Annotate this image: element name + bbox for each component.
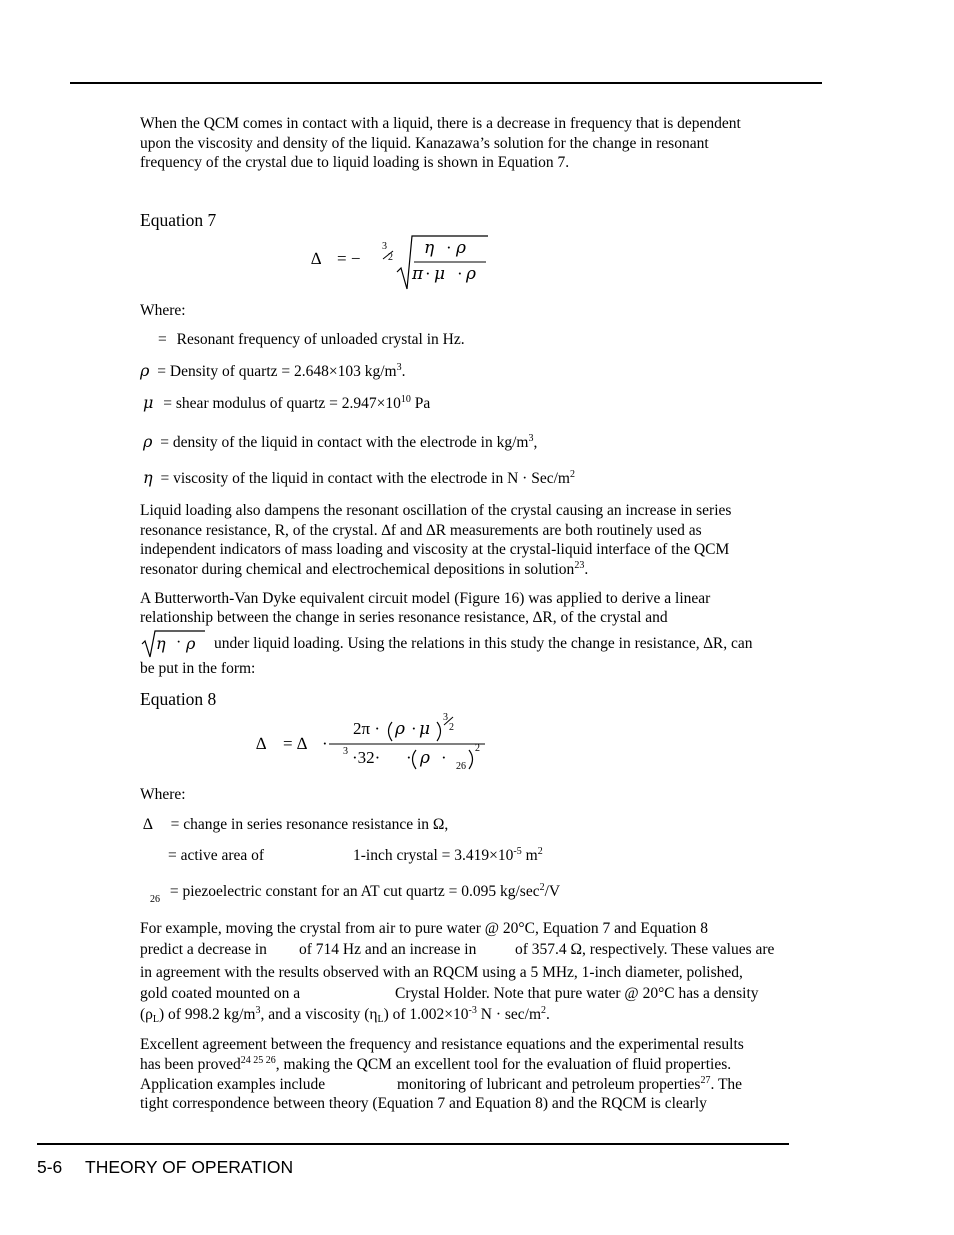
reference-number: 27 <box>700 1075 711 1086</box>
text-line: resonator during chemical and electrochemical depositions in solution$^{23}$. <box>140 559 589 578</box>
rho-symbol: ρ <box>140 361 150 380</box>
eq8-numerator-2pi: 2π · <box>353 719 380 738</box>
definition-eta-liquid: η = viscosity of the liquid in contact with the electrode in N · Sec/$m^2$ <box>143 468 575 487</box>
eq7-equals: = − <box>337 249 361 268</box>
delta-symbol: ∆ <box>143 816 153 833</box>
text-line: monitoring of lubricant and petroleum properties$^{27}$. The <box>397 1075 743 1093</box>
definition-delta-r: ∆ = change in series resonance resistance in Ω, <box>143 816 449 833</box>
footer-title: THEORY OF OPERATION <box>85 1157 294 1177</box>
definition-rho-liquid: ρ = density of the liquid in contact with the electrode in $kg/m^3$, <box>143 432 538 451</box>
eq8-exp-den: 2 <box>449 722 454 733</box>
eq8-exp-num: 3 <box>443 712 448 723</box>
text-line: A Butterworth-Van Dyke equivalent circuit model (Figure 16) was applied to derive a linear <box>140 590 711 607</box>
eq8-rho: ρ <box>395 719 405 739</box>
equation-8-label: Equation 8 <box>140 689 217 709</box>
definition-f0: = Resonant frequency of unloaded crystal in Hz. <box>158 331 465 348</box>
eq7-mu: μ <box>434 264 446 284</box>
eq7-pi: π <box>412 264 424 284</box>
equation-7-label: Equation 7 <box>140 210 217 230</box>
where-label: Where: <box>140 302 186 319</box>
definition-piezo: $_{26}$ = piezoelectric constant for an AT cut quartz = 0.095 $kg/\sec^2/V$ <box>150 882 561 905</box>
definition-area: = active area of <box>168 847 265 864</box>
text-line: has been proved$^{24 25 26}$, making the QCM an excellent tool for the evaluation of fluid properties. <box>140 1055 732 1073</box>
footer-rule <box>37 1143 789 1145</box>
inline-dot: · <box>176 634 182 651</box>
inline-rho: ρ <box>186 634 196 653</box>
eq7-rho: ρ <box>466 264 476 284</box>
text-line: upon the viscosity and density of the liquid. Kanazawa’s solution for the change in resonant <box>140 134 709 152</box>
text-line: independent indicators of mass loading and viscosity at the crystal-liquid interface of the QCM <box>140 541 730 559</box>
where-label: Where: <box>140 786 186 803</box>
definition-rho-quartz: ρ = Density of quartz = 2.648×103 $kg/m^3$. <box>140 361 406 380</box>
text-line: Crystal Holder. Note that pure water @ 20°C has a density <box>395 985 759 1002</box>
eq7-exp-num: 3 <box>382 241 387 252</box>
inline-eta: η <box>156 634 166 653</box>
text-line: relationship between the change in series resonance resistance, ∆R, of the crystal and <box>140 609 668 626</box>
eq8-dot: · <box>411 719 417 738</box>
definition-area-value: 1-inch crystal = $3.419\times 10^{-5}$ $m^2$ <box>353 846 543 864</box>
text-line: When the QCM comes in contact with a liquid, there is a decrease in frequency that is dependent <box>140 115 741 132</box>
definition-mu-quartz: μ = shear modulus of quartz = $2.947\times 10^{10}$ Pa <box>143 393 431 412</box>
text-line: frequency of the crystal due to liquid loading is shown in Equation 7. <box>140 154 570 172</box>
text-line: Liquid loading also dampens the resonant oscillation of the crystal causing an increase in series <box>140 502 732 519</box>
text-line: under liquid loading. Using the relations in this study the change in resistance, ∆R, can <box>214 635 753 652</box>
text-line: of 714 Hz and an increase in <box>299 941 477 958</box>
eq7-delta: ∆ <box>311 249 322 268</box>
eq8-rho: ρ <box>420 748 430 768</box>
rho-symbol: ρ <box>143 432 153 451</box>
text-line: tight correspondence between theory (Equation 7 and Equation 8) and the RQCM is clearly <box>140 1095 707 1112</box>
text-line: resonance resistance, R, of the crystal. ∆f and ∆R measurements are both routinely used as <box>140 521 702 539</box>
text-line: For example, moving the crystal from air to pure water @ 20°C, Equation 7 and Equation 8 <box>140 920 709 937</box>
text-line: predict a decrease in <box>140 941 267 958</box>
mu-symbol: μ <box>143 393 154 412</box>
text-line: be put in the form: <box>140 660 256 677</box>
eq8-den-exp: 2 <box>475 743 480 754</box>
text-line: Excellent agreement between the frequency and resistance equations and the experimental results <box>140 1036 744 1053</box>
text-line: in agreement with the results observed with an RQCM using a 5 MHz, 1-inch diameter, polished, <box>140 964 743 981</box>
reference-number: 23 <box>574 559 585 571</box>
eq8-den-32: ·32· <box>352 748 381 767</box>
text-line: gold coated mounted on a <box>140 985 301 1002</box>
text-line: of 357.4 Ω, respectively. These values are <box>515 941 775 958</box>
eq8-dot: · <box>441 748 447 767</box>
eq8-mu: μ <box>419 719 431 739</box>
eq7-dot: · <box>446 238 452 257</box>
eq8-den-3: 3 <box>343 746 348 757</box>
eta-symbol: η <box>143 468 153 487</box>
eq7-exp-den: 2 <box>388 252 393 263</box>
page-number: 5-6 <box>37 1157 63 1177</box>
text-line: $(\rho_L)$ of 998.2 $kg/m^3$, and a viscosity $(\eta_L)$ of $1.002\times 10^{-3}$ $N \cdot \sec/m^2$. <box>140 1005 550 1025</box>
eq7-dot: · <box>425 264 431 283</box>
text-line: Application examples include <box>140 1076 326 1093</box>
reference-number: 24 25 26 <box>240 1055 276 1066</box>
eq8-dot: · <box>322 734 328 753</box>
eq8-den-sub: 26 <box>456 761 466 772</box>
eq7-dot: · <box>457 264 463 283</box>
eq8-delta: ∆ <box>256 734 267 753</box>
eq8-equals: = ∆ <box>283 734 308 753</box>
eq7-rho: ρ <box>456 238 466 258</box>
eq7-eta: η <box>424 238 435 258</box>
eq8-dot: · <box>406 748 412 767</box>
